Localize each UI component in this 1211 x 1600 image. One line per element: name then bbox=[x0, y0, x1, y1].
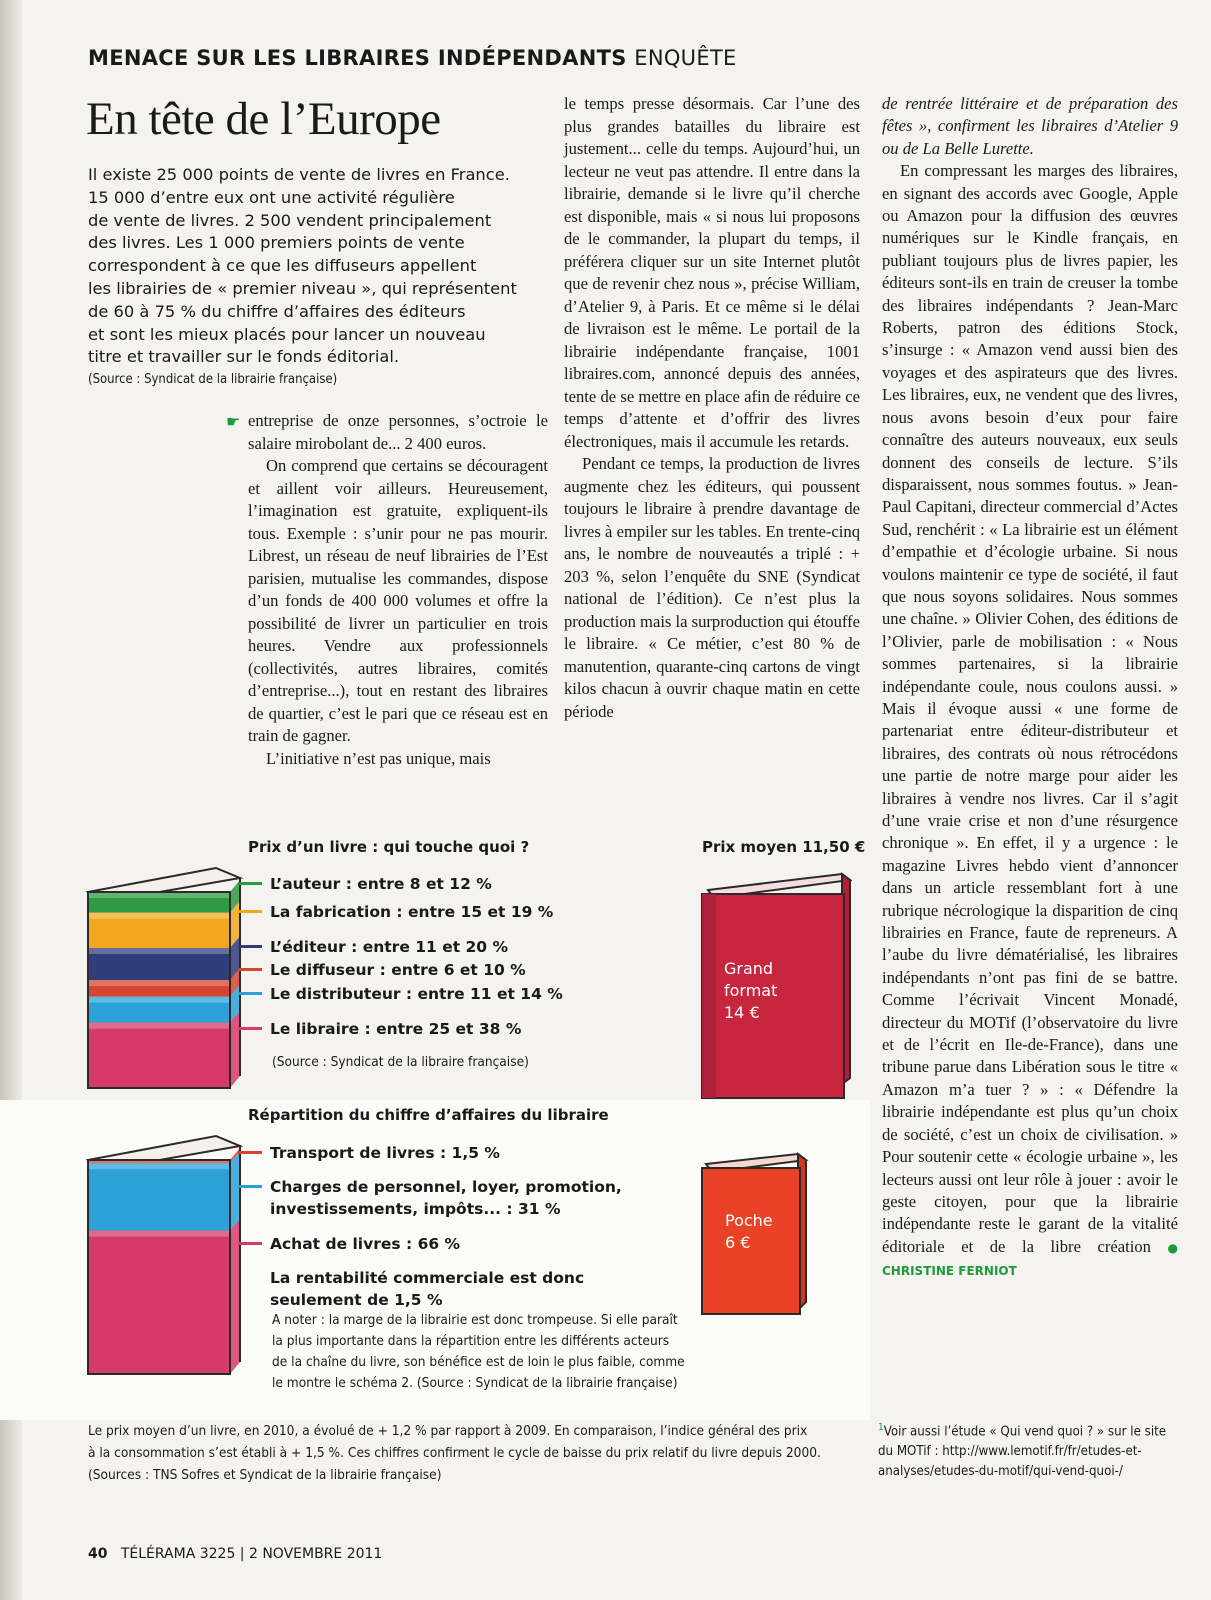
grand-price: 14 € bbox=[724, 1003, 760, 1022]
intro-source: (Source : Syndicat de la librairie française) bbox=[88, 372, 338, 388]
legend-swatch bbox=[238, 1185, 262, 1188]
stack-segment-highlight bbox=[88, 948, 230, 954]
col2-paragraph: Pendant ce temps, la production de livres augmente chez les éditeurs, qui poussent toujours le libraire à prendre davantage de livres à empiler sur les tables. En trente-cinq ans, le nombre de nouveautés a triplé : + 203 %, selon l’enquête du SNE (Syndicat national de l’édition). Ce n’est plus la production mais la surproduction qui étouffe le libraire. « Ce métier, c’est 80 % de manutention, quarante-cinq cartons de vingt kilos chacun à ouvrir chaque matin en cette période bbox=[564, 454, 861, 721]
intro-line: les librairies de « premier niveau », qui représentent bbox=[88, 278, 517, 298]
intro-line: Il existe 25 000 points de vente de livres en France. bbox=[88, 165, 510, 184]
legend-label: Le diffuseur : entre 6 et 10 % bbox=[270, 961, 526, 979]
section-kicker bbox=[88, 46, 737, 70]
stack-segment bbox=[88, 1163, 230, 1230]
grand-line: format bbox=[724, 981, 778, 1000]
intro-line: 15 000 d’entre eux ont une activité régulière bbox=[88, 187, 455, 207]
note-line: de la chaîne du livre, son bénéfice est de loin le plus faible, comme bbox=[272, 1354, 685, 1370]
note-line: le montre le schéma 2. (Source : Syndicat de la librairie française) bbox=[272, 1375, 678, 1391]
legend-label: Charges de personnel, loyer, promotion, investissements, impôts... : 31 % bbox=[270, 1178, 622, 1218]
author-name: CHRISTINE FERNIOT bbox=[882, 1264, 1017, 1279]
legend-label: Achat de livres : 66 % bbox=[270, 1235, 461, 1253]
col2-paragraph: le temps presse désormais. Car l’une des plus grandes batailles du libraire est justement... celle du temps. Aujourd’hui, un lecteur ne veut pas attendre. Il entre dans la librairie, demande si le livre qu’il cherche est disponible, mais « si nous lui proposons de le commander, la plupart du temps, il préférera cliquer sur un site Internet plutôt que de revenir chez nous », précise William, d’Atelier 9, à Paris. Et ce même si le délai de livraison est le même. Le portail de la librairie indépendante française, 1001 libraires.com, annoncé depuis des années, tente de se mettre en place afin de réduire ce temps d’attente et d’offrir des livres électroniques, mais il accumule les retards. bbox=[564, 94, 860, 451]
footnote-marker: 1 bbox=[878, 1422, 884, 1433]
legend-label: L’auteur : entre 8 et 12 % bbox=[270, 875, 492, 893]
stack-segment-highlight bbox=[88, 913, 230, 919]
legend-label: La fabrication : entre 15 et 19 % bbox=[270, 903, 554, 921]
ref-line: analyses/etudes-du-motif/qui-vend-quoi-/ bbox=[878, 1464, 1123, 1480]
legend-swatch bbox=[238, 945, 262, 948]
intro-line: correspondent à ce que les diffuseurs appellent bbox=[88, 256, 477, 276]
legend-label: Transport de livres : 1,5 % bbox=[270, 1144, 500, 1162]
stack-segment bbox=[88, 1231, 230, 1374]
page-number: 40 bbox=[88, 1546, 108, 1562]
legend-label: Le distributeur : entre 11 et 14 % bbox=[270, 985, 563, 1003]
intro-line: de 60 à 75 % du chiffre d’affaires des éditeurs bbox=[88, 301, 466, 321]
stack-segment-highlight bbox=[88, 1231, 230, 1237]
col3-paragraph: de rentrée littéraire et de préparation des fêtes », confirment les libraires d’Atelier 9 ou de La Belle Lurette. bbox=[882, 94, 1178, 158]
poche-label bbox=[725, 1210, 773, 1254]
ref-line: Voir aussi l’étude « Qui vend quoi ? » sur le site bbox=[883, 1424, 1167, 1440]
price-title: Prix moyen 11,50 € bbox=[702, 838, 866, 856]
legend-swatch bbox=[238, 910, 262, 913]
page-footer bbox=[88, 1546, 382, 1562]
article-column-1 bbox=[248, 410, 548, 770]
chart-note bbox=[272, 1310, 685, 1394]
intro-line: des livres. Les 1 000 premiers points de vente bbox=[88, 233, 465, 253]
legend-swatch bbox=[238, 1242, 262, 1245]
intro-box bbox=[88, 164, 548, 389]
chart1-title: Prix d’un livre : qui touche quoi ? bbox=[248, 838, 530, 856]
intro-line: de vente de livres. 2 500 vendent principalement bbox=[88, 210, 492, 230]
intro-line: et sont les mieux placés pour lancer un nouveau bbox=[88, 324, 486, 344]
kicker-title: MENACE SUR LES LIBRAIRES INDÉPENDANTS bbox=[88, 46, 627, 70]
poche-line: Poche bbox=[725, 1211, 773, 1230]
stack-segment-side bbox=[230, 1011, 240, 1088]
grand-line: Grand bbox=[724, 959, 774, 978]
stack-segment bbox=[88, 1023, 230, 1088]
article-column-3 bbox=[882, 93, 1178, 1283]
bottom-note-line: Le prix moyen d’un livre, en 2010, a évolué de + 1,2 % par rapport à 2009. En comparaison, l’indice général des prix bbox=[88, 1423, 808, 1439]
grand-format-label bbox=[724, 958, 777, 1024]
price-evolution-note bbox=[88, 1420, 821, 1486]
legend-swatch bbox=[238, 968, 262, 971]
kicker-section: ENQUÊTE bbox=[634, 46, 737, 70]
ref-line: du MOTif : http://www.lemotif.fr/fr/etudes-et- bbox=[878, 1444, 1142, 1460]
reference-footnote bbox=[878, 1418, 1168, 1482]
intro-line: titre et travailler sur le fonds éditorial. bbox=[88, 347, 400, 367]
bottom-note-line: à la consommation s’est établi à + 1,5 %. Ces chiffres confirment le cycle de baisse du prix relatif du livre depuis 2000. bbox=[88, 1445, 821, 1461]
chart2-conclusion: La rentabilité commerciale est donc seulement de 1,5 % bbox=[270, 1269, 585, 1309]
col1-paragraph: L’initiative n’est pas unique, mais bbox=[266, 748, 491, 768]
continuation-arrow-icon: ☛ bbox=[226, 412, 241, 431]
chart2-book-stack bbox=[86, 1128, 246, 1388]
legend-swatch bbox=[238, 882, 262, 885]
stack-segment-highlight bbox=[88, 997, 230, 1003]
note-line: la plus importante dans la répartition entre les différents acteurs bbox=[272, 1333, 670, 1349]
stack-segment-highlight bbox=[88, 1023, 230, 1029]
stack-segment-highlight bbox=[88, 980, 230, 986]
legend-label: Le libraire : entre 25 et 38 % bbox=[270, 1020, 522, 1038]
chart1-source: (Source : Syndicat de la libraire française) bbox=[272, 1054, 529, 1070]
note-line: A noter : la marge de la librairie est donc trompeuse. Si elle paraît bbox=[272, 1312, 678, 1328]
legend-label: L’éditeur : entre 11 et 20 % bbox=[270, 938, 509, 956]
chart1-book-stack bbox=[86, 860, 246, 1100]
author-byline: ● CHRISTINE FERNIOT bbox=[882, 1240, 1179, 1279]
article-column-2 bbox=[564, 93, 860, 723]
stack-segment-side bbox=[230, 1151, 240, 1230]
chart2-title: Répartition du chiffre d’affaires du libraire bbox=[248, 1106, 609, 1124]
legend-swatch bbox=[238, 1027, 262, 1030]
col1-paragraph: entreprise de onze personnes, s’octroie le salaire mirobolant de... 2 400 euros. bbox=[248, 411, 548, 453]
headline: En tête de l’Europe bbox=[86, 93, 441, 145]
col3-body: En compressant les marges des libraires, en signant des accords avec Google, Apple ou Amazon pour la diffusion des œuvres numériques sur le Kindle français, en publiant toujours plus de livres papier, les éditeurs sont-ils en train de creuser la tombe des libraires indépendants ? Jean-Marc Roberts, patron des éditions Stock, s’insurge : « Amazon vend aussi bien des voyages et des aspirateurs que des livres. Les libraires, eux, ne vendent que des livres, nous avons besoin d’eux pour faire connaître des auteurs nouveaux, eux seuls donnent des conseils de lecture. S’ils disparaissent, nous sommes foutus. » Jean-Paul Capitani, directeur commercial d’Actes Sud, renchérit : « La librairie est un élément d’empathie et d’écologie urbaine. Si nous voulons maintenir ce type de société, il faut que nous soyons solidaires. Nous sommes une chaîne. » Olivier Cohen, des éditions de l’Olivier, parle de mobilisation : « Nous sommes partenaires, si la librairie indépendante coule, nous coulons aussi. » Mais il évoque aussi « une forme de partenariat entre éditeur-distributeur et libraires, des contrats où nous rétrocédons une partie de notre marge pour aider les libraires à vendre nos livres. Car il s’agit d’une vraie crise et non d’une résurgence chronique ». En effet, il y a urgence : le magazine Livres hebdo vient d’annoncer dans un article ressemblant fort à une rubrique nécrologique la disparition de cinq librairies en France, faute de repreneurs. A l’aube du livre dématérialisé, les libraires indépendants n’ont pas fini de se battre. Comme l’écrivait Vincent Monadé, directeur du MOTif (l’observatoire du livre et de l’écrit en Ile-de-France), dans une tribune parue dans Libération sous le titre « Amazon m’a tuer ? » : « Défendre la librairie indépendante est plus qu’un choix de société, c’est un choix de civilisation. » Pour soutenir cette « écologie urbaine », les lecteurs aussi ont leur rôle à jouer : avoir le geste citoyen, pour que la librairie indépendante reste le garant de la vitalité éditoriale et de la libre création bbox=[882, 161, 1178, 1256]
bottom-note-line: (Sources : TNS Sofres et Syndicat de la librairie française) bbox=[88, 1467, 442, 1483]
col1-paragraph: On comprend que certains se découragent et aillent voir ailleurs. Heureusement, l’imagination est gratuite, expliquent-ils tous. Exemple : s’unir pour ne pas mourir. Librest, un réseau de neuf librairies de l’Est parisien, mutualise les commandes, dispose d’un fonds de 400 000 volumes et offre la possibilité de livrer un particulier en trois heures. Vendre aux professionnels (collectivités, autres libraires, comités d’entreprise...), tout en restant des libraires de quartier, c’est le pari que ce réseau est en train de gagner. bbox=[248, 456, 548, 745]
poche-price: 6 € bbox=[725, 1233, 751, 1252]
magazine-issue: TÉLÉRAMA 3225 | 2 NOVEMBRE 2011 bbox=[120, 1546, 383, 1562]
col3-paragraph bbox=[882, 160, 1178, 1282]
legend-swatch bbox=[238, 1151, 262, 1154]
legend-swatch bbox=[238, 992, 262, 995]
stack-segment-highlight bbox=[88, 1163, 230, 1169]
